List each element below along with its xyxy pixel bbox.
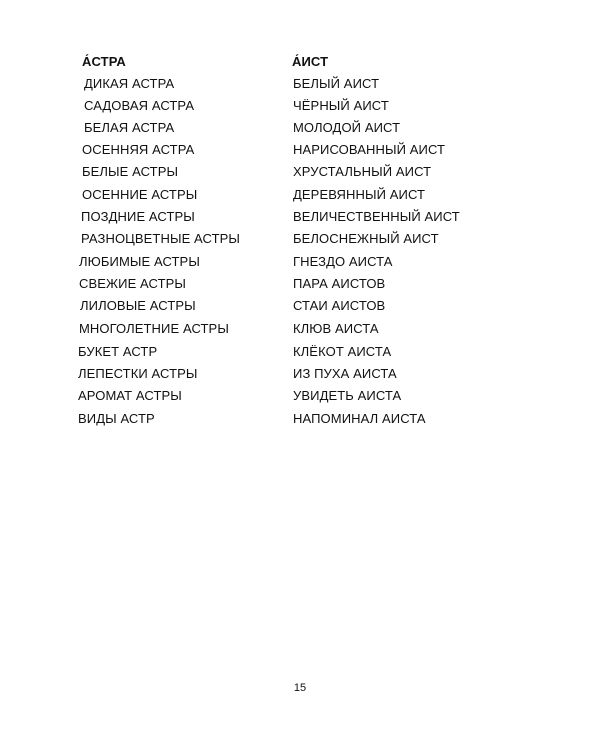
right-item: НАРИСОВАННЫЙ АИСТ (293, 142, 446, 157)
right-item: ЧЁРНЫЙ АИСТ (293, 98, 389, 113)
left-item: ЛЕПЕСТКИ АСТРЫ (78, 366, 198, 381)
left-item: ОСЕННИЕ АСТРЫ (82, 187, 198, 202)
right-item: ДЕРЕВЯННЫЙ АИСТ (293, 187, 426, 202)
right-item: КЛЁКОТ АИСТА (293, 344, 392, 359)
left-item: САДОВАЯ АСТРА (84, 98, 195, 113)
right-item: ХРУСТАЛЬНЫЙ АИСТ (293, 164, 432, 179)
left-item: АРОМАТ АСТРЫ (78, 388, 182, 403)
left-item: РАЗНОЦВЕТНЫЕ АСТРЫ (81, 231, 241, 246)
left-item: ОСЕННЯЯ АСТРА (82, 142, 195, 157)
right-item: УВИДЕТЬ АИСТА (293, 388, 402, 403)
right-item: СТАИ АИСТОВ (293, 298, 386, 313)
right-item: ГНЕЗДО АИСТА (293, 254, 393, 269)
left-item: ВИДЫ АСТР (78, 411, 155, 426)
right-item: НАПОМИНАЛ АИСТА (293, 411, 426, 426)
left-item: ДИКАЯ АСТРА (84, 76, 175, 91)
left-item: ЛЮБИМЫЕ АСТРЫ (79, 254, 200, 269)
right-item: ПАРА АИСТОВ (293, 276, 386, 291)
left-item: МНОГОЛЕТНИЕ АСТРЫ (79, 321, 229, 336)
left-item: БЕЛАЯ АСТРА (84, 120, 175, 135)
right-item: КЛЮВ АИСТА (293, 321, 379, 336)
page-number: 15 (293, 682, 307, 694)
left-item: ЛИЛОВЫЕ АСТРЫ (80, 298, 196, 313)
left-item: ПОЗДНИЕ АСТРЫ (81, 209, 195, 224)
right-item: БЕЛОСНЕЖНЫЙ АИСТ (293, 231, 439, 246)
left-item: БЕЛЫЕ АСТРЫ (82, 164, 179, 179)
left-heading: А́СТРА (82, 54, 126, 69)
right-item: ИЗ ПУХА АИСТА (293, 366, 397, 381)
right-heading: А́ИСТ (292, 54, 329, 69)
left-item: БУКЕТ АСТР (78, 344, 158, 359)
right-item: МОЛОДОЙ АИСТ (293, 120, 401, 135)
right-item: ВЕЛИЧЕСТВЕННЫЙ АИСТ (293, 209, 460, 224)
right-item: БЕЛЫЙ АИСТ (293, 76, 380, 91)
left-item: СВЕЖИЕ АСТРЫ (79, 276, 187, 291)
